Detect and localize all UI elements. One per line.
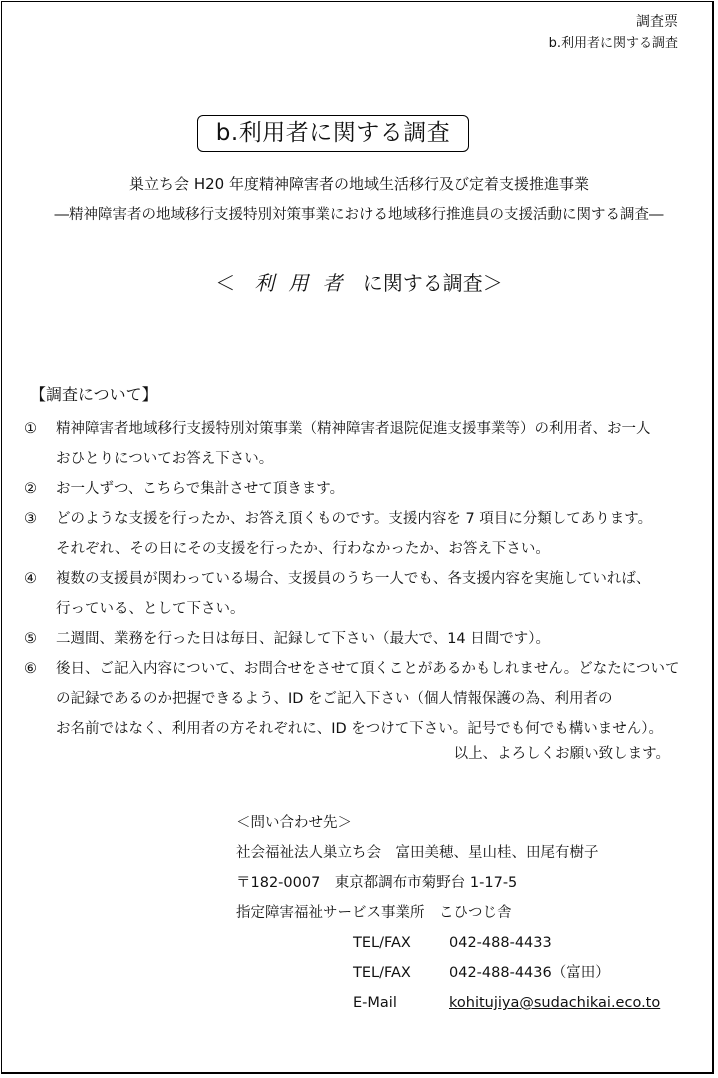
tel1-value: 042-488-4433 — [449, 935, 552, 951]
list-item — [24, 654, 684, 744]
survey-heading-rest: に関する調査＞ — [362, 271, 503, 295]
contact-org: 社会福祉法人巣立ち会 富田美穂、星山桂、田尾有樹子 — [236, 845, 599, 861]
document-title: b.利用者に関する調査 — [197, 115, 469, 152]
contact-heading: ＜問い合わせ先＞ — [236, 815, 352, 831]
item-text: 二週間、業務を行った日は毎日、記録して下さい（最大で、14 日間です）。 — [56, 631, 551, 647]
contact-email-row — [236, 988, 660, 1018]
email-label: E-Mail — [353, 995, 397, 1011]
header-section: b.利用者に関する調査 — [548, 36, 678, 51]
closing-text: 以上、よろしくお願い致します。 — [453, 746, 670, 762]
item-text: 精神障害者地域移行支援特別対策事業（精神障害者退院促進支援事業等）の利用者、お一人 おひとりについてお答え下さい。 — [56, 421, 651, 467]
about-heading: 【調査について】 — [30, 385, 158, 404]
survey-heading-open: ＜ — [215, 271, 236, 295]
email-link[interactable]: kohitujiya@sudachikai.eco.to — [449, 995, 661, 1011]
item-number: ① — [24, 421, 37, 437]
subtitle-project: 巣立ち会 H20 年度精神障害者の地域生活移行及び定着支援推進事業 — [129, 175, 589, 193]
subtitle-survey: ―精神障害者の地域移行支援特別対策事業における地域移行推進員の支援活動に関する調査― — [54, 207, 664, 223]
item-number: ⑥ — [24, 661, 37, 677]
item-text: 複数の支援員が関わっている場合、支援員のうち一人でも、各支援内容を実施していれば、 行っている、として下さい。 — [56, 571, 651, 617]
list-item — [24, 564, 684, 624]
item-number: ⑤ — [24, 631, 37, 647]
tel2-label: TEL/FAX — [353, 965, 411, 981]
item-text: どのような支援を行ったか、お答え頂くものです。支援内容を 7 項目に分類してあります。 それぞれ、その日にその支援を行ったか、行わなかったか、お答え下さい。 — [56, 511, 653, 557]
item-number: ④ — [24, 571, 37, 587]
contact-block — [236, 808, 660, 1018]
item-number: ③ — [24, 511, 37, 527]
contact-facility: 指定障害福祉サービス事業所 こひつじ舎 — [236, 905, 512, 921]
list-item — [24, 504, 684, 564]
survey-heading — [0, 268, 718, 298]
item-number: ② — [24, 481, 37, 497]
item-text: お一人ずつ、こちらで集計させて頂きます。 — [56, 481, 345, 497]
list-item — [24, 624, 684, 654]
list-item — [24, 414, 684, 474]
survey-heading-emph: 利用者 — [254, 271, 357, 295]
list-item — [24, 474, 684, 504]
contact-tel1-row — [236, 928, 660, 958]
tel2-value: 042-488-4436（富田） — [449, 965, 610, 981]
contact-address: 〒182-0007 東京都調布市菊野台 1-17-5 — [236, 875, 518, 891]
item-text: 後日、ご記入内容について、お問合せをさせて頂くことがあるかもしれません。どなたについての記録であるのか把握できるよう、ID をご記入下さい（個人情報保護の為、利用者の お名前ではなく、利用者の方それぞれに、ID をつけて下さい。記号でも何でも構いません）。 — [56, 661, 680, 737]
header-doc-type: 調査票 — [636, 14, 678, 30]
contact-tel2-row — [236, 958, 660, 988]
instruction-list — [24, 414, 684, 744]
tel1-label: TEL/FAX — [353, 935, 411, 951]
